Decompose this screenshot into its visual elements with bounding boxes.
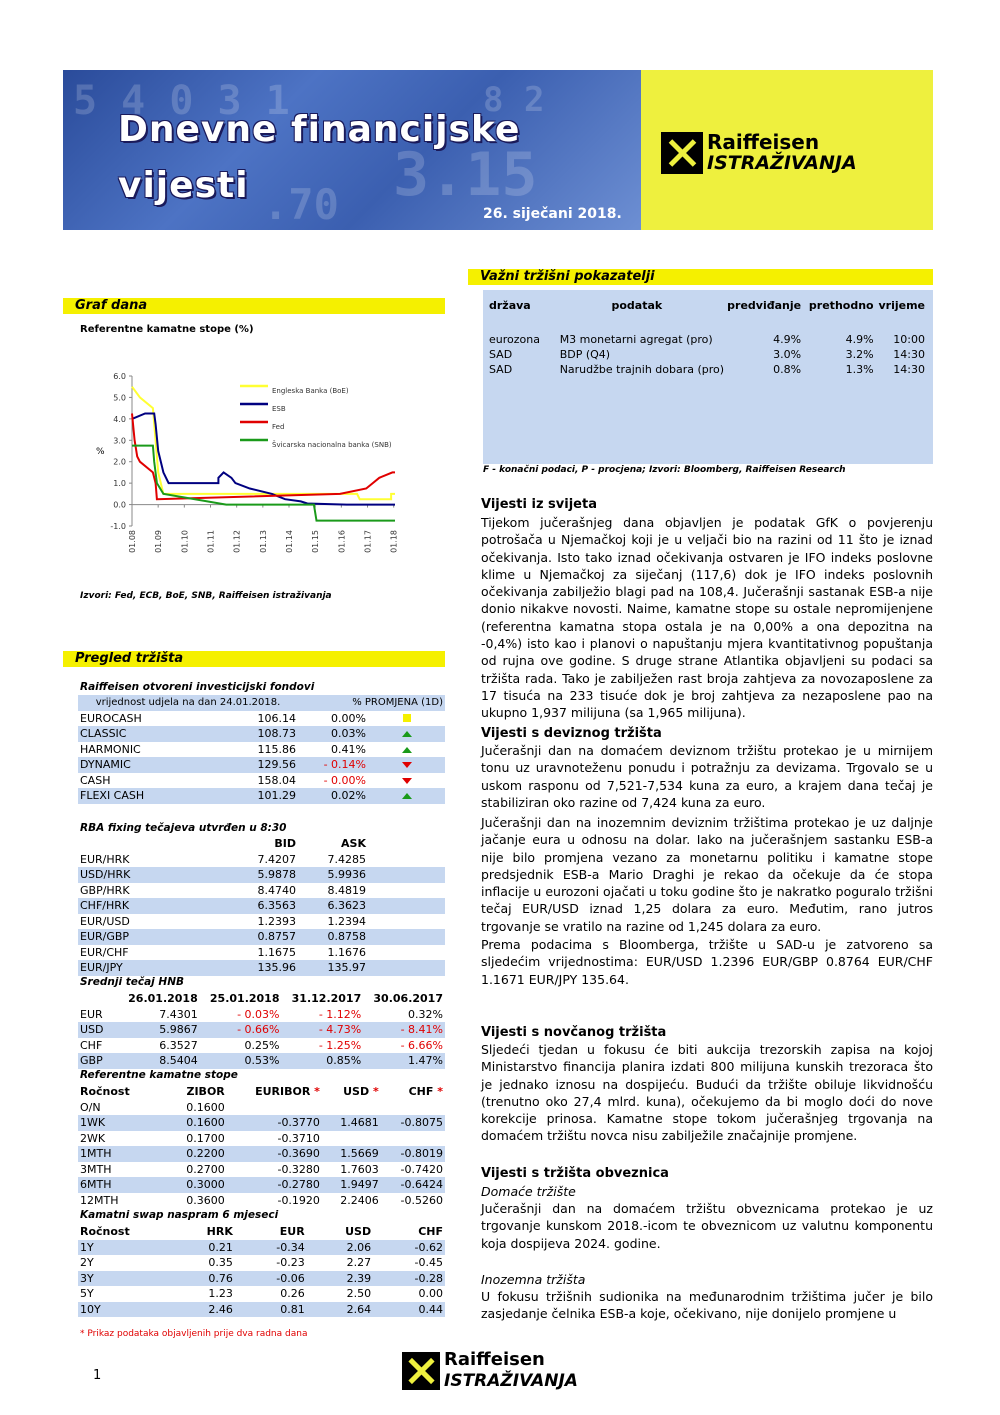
bond-news-heading: Vijesti s tržišta obveznica [481, 1166, 669, 1181]
rates-value: -0.6424 [381, 1177, 445, 1193]
fund-row [78, 726, 445, 742]
bid-value: 1.1675 [257, 945, 296, 959]
swap-column-header: Ročnost [80, 1225, 130, 1239]
swap-tenor: 5Y [80, 1287, 94, 1301]
fixing-row [78, 867, 445, 883]
fund-row [78, 788, 445, 804]
fund-value: 115.86 [257, 742, 296, 756]
swap-value: -0.62 [373, 1240, 445, 1256]
chart-y-tick-label: 4.0 [113, 414, 126, 424]
rates-value: 0.3000 [168, 1177, 227, 1193]
hnb-row [78, 1053, 445, 1069]
report-date: 26. siječani 2018. [483, 206, 622, 222]
hnb-date-header: 25.01.2018 [209, 992, 280, 1006]
rates-column-header [227, 1084, 322, 1100]
fund-change: 0.03% [298, 726, 368, 742]
indicators-column-header: podatak [611, 298, 663, 312]
rates-value: 0.1700 [186, 1131, 225, 1145]
swap-value: 2.46 [168, 1302, 235, 1318]
fx-news-heading: Vijesti s deviznog tržišta [481, 726, 662, 741]
rates-tenor: 1MTH [78, 1146, 168, 1162]
ask-value: 6.3623 [298, 898, 368, 914]
footer-logo [402, 1350, 578, 1392]
fixing-row [78, 852, 445, 868]
swap-value: 0.00 [418, 1287, 443, 1301]
bid-value: 1.2393 [257, 914, 296, 928]
indicator-row [489, 362, 925, 377]
funds-sub-left: vrijednost udjela na dan 24.01.2018. [78, 695, 298, 711]
fund-value: 101.29 [218, 788, 298, 804]
ask-value: 7.4285 [327, 852, 366, 866]
indicators-panel [483, 290, 933, 464]
banner-decoration: 3.15 [393, 140, 538, 210]
fund-change: - 0.14% [298, 757, 368, 773]
rates-row [78, 1193, 445, 1209]
swap-tenor: 3Y [78, 1271, 168, 1287]
indicator-cell: SAD [489, 348, 513, 361]
rates-row [78, 1131, 445, 1147]
fund-value: 158.04 [257, 773, 296, 787]
chart-y-tick-label: 2.0 [113, 457, 126, 467]
rates-column-header [322, 1084, 381, 1100]
bond-news-foreign-label: Inozemna tržišta [481, 1272, 586, 1287]
indicator-cell: Narudžbe trajnih dobara (pro) [559, 363, 725, 376]
hnb-value: 0.85% [282, 1053, 364, 1069]
chart-legend-label: Fed [272, 423, 285, 431]
hnb-currency: GBP [78, 1053, 118, 1069]
currency-pair: CHF/HRK [78, 898, 218, 914]
chart-y-tick-label: -1.0 [110, 522, 126, 531]
indicator-cell: 1.3% [845, 363, 874, 376]
hnb-row [78, 1038, 445, 1054]
swap-table [78, 1224, 445, 1317]
fund-name: DYNAMIC [78, 757, 218, 773]
raiffeisen-logo [661, 132, 857, 174]
chart-x-tick-label: 01.13 [258, 530, 268, 553]
rates-value [322, 1131, 381, 1147]
rates-star: * [372, 1085, 379, 1099]
chart-x-tick-label: 01.14 [285, 530, 295, 553]
hnb-date-header: 26.01.2018 [128, 992, 198, 1006]
fixing-row [78, 960, 445, 976]
fund-change: 0.00% [331, 711, 366, 725]
rates-title: Referentne kamatne stope [80, 1069, 238, 1081]
fixing-row [78, 898, 445, 914]
world-news-text: Tijekom jučerašnjeg dana objavljen je podatak GfK o povjerenju potrošača u Njemačkoj koji je u veljači bio na razini od 11 što je iznad očekivanja. Isto tako iznad očekivanja ostvaren je IFO indeks poslovne klime u Njemačkoj za siječanj (117,6) dok je IFO indeks poslovnih očekivanja zabilježio blagi pad na 108,4. Jučerašnji sastanak ESB-a nije donio nikakve novosti. Naime, kamatne stope su ostale nepromijenjene (referentna kamatna stopa ostala je na 0,00% a ona depozitna na -0,4%) isto kao i planovi o napuštanju mjera kvantitativnog popuštanja od rujna ove godine. S druge strane Atlantika objavljeni su podaci sa tržišta rada. Tako je zabilježen rast broja zahtjeva za novozaposlene za 17 tisuća na 233 tisuće dok je broj zahtjeva za nezaposlene pao na ukupno 1,937 milijuna (sa 1,965 milijuna). [481, 515, 933, 721]
rates-value: 2.2406 [340, 1193, 379, 1207]
rates-column-header [78, 1084, 168, 1100]
rates-value: 0.2200 [168, 1146, 227, 1162]
rates-tenor: 1WK [78, 1115, 168, 1131]
swap-value: 2.39 [307, 1271, 373, 1287]
indicator-cell: 4.9% [845, 333, 874, 346]
section-graf-dana: Graf dana [63, 298, 445, 314]
hnb-value: 0.53% [200, 1053, 282, 1069]
swap-value: 0.21 [168, 1240, 235, 1256]
page-title: Dnevne financijske vijesti [118, 109, 521, 206]
trend-down-icon [402, 762, 412, 768]
rates-value: -0.8019 [381, 1146, 445, 1162]
raiffeisen-gable-icon [661, 132, 703, 174]
indicators-column-header: predviđanje [727, 298, 802, 312]
chart-x-tick-label: 01.09 [154, 530, 164, 553]
rates-tenor: 3MTH [80, 1162, 112, 1176]
indicator-row [489, 332, 925, 347]
hnb-value: - 4.73% [282, 1022, 364, 1038]
rates-value: -0.3770 [227, 1115, 322, 1131]
chart-x-tick-label: 01.17 [363, 530, 373, 553]
currency-pair: EUR/CHF [80, 945, 129, 959]
bond-news-foreign-text: U fokusu tržišnih sudionika na međunarodnim tržištima jučer je bilo zasjedanje čelnika ESB-a koje, očekivano, nije donijelo promjene u [481, 1289, 933, 1322]
hnb-currency: CHF [80, 1038, 103, 1052]
indicator-cell: BDP (Q4) [559, 348, 611, 361]
hnb-value: 6.3527 [159, 1038, 198, 1052]
fixing-row [78, 914, 445, 930]
funds-title: Raiffeisen otvoreni investicijski fondovi [80, 681, 315, 693]
fund-row [78, 742, 445, 758]
swap-row [78, 1255, 445, 1271]
fund-row [78, 757, 445, 773]
currency-pair: GBP/HRK [80, 883, 130, 897]
swap-value: 0.26 [280, 1287, 305, 1301]
rates-value: -0.5260 [400, 1193, 443, 1207]
swap-value: 2.27 [346, 1256, 372, 1270]
swap-value: 1.23 [208, 1287, 233, 1301]
swap-value: -0.06 [235, 1271, 307, 1287]
rates-column-header [168, 1084, 227, 1100]
rates-value [322, 1100, 381, 1116]
rates-table [78, 1084, 445, 1208]
currency-pair: EUR/JPY [78, 960, 218, 976]
hnb-value: 7.4301 [159, 1007, 198, 1021]
rates-tenor: 6MTH [78, 1177, 168, 1193]
hnb-date-header: 31.12.2017 [291, 992, 362, 1006]
rates-tenor: O/N [80, 1100, 101, 1114]
fund-change: - 0.00% [323, 773, 366, 787]
swap-tenor: 1Y [78, 1240, 168, 1256]
fund-value: 108.73 [218, 726, 298, 742]
trend-flat-icon [403, 714, 411, 722]
indicator-cell: 14:30 [893, 363, 925, 376]
indicators-note: F - konačni podaci, P - procjena; Izvori: Bloomberg, Raiffeisen Research [483, 465, 846, 475]
swap-header [78, 1224, 445, 1240]
raiffeisen-gable-icon [402, 1352, 440, 1390]
world-news-heading: Vijesti iz svijeta [481, 497, 597, 512]
chart-legend-label: Švicarska nacionalna banka (SNB) [272, 441, 392, 449]
banner-logo-area [641, 70, 933, 230]
funds-sub-right: % PROMJENA (1D) [298, 695, 445, 711]
indicator-cell: 4.9% [773, 333, 802, 346]
rates-star: * [437, 1085, 443, 1099]
banner-decoration: 5 4 0 3 1 [73, 78, 290, 124]
swap-value: 2.06 [307, 1240, 373, 1256]
rates-tenor: 2WK [80, 1131, 106, 1145]
rates-value: -0.3690 [227, 1146, 322, 1162]
hnb-value: - 8.41% [363, 1022, 445, 1038]
rates-column-label: EURIBOR [255, 1085, 311, 1099]
hnb-value: - 1.12% [318, 1007, 362, 1021]
hnb-value: 0.25% [244, 1038, 280, 1052]
rates-value [227, 1100, 322, 1116]
header-banner [63, 70, 933, 230]
fund-trend [368, 773, 445, 789]
fx-news-paragraph-2: Jučerašnji dan na inozemnim deviznim tržištima protekao je uz daljnje jačanje eura u odnosu na dolar. Iako na jučerašnjem sastanku ESB-a nije bilo promjena vezano za monetarnu politiku i kamatne stope predsjednik ESB-a Mario Draghi je rekao da očekuje da će stopa inflacije u eurozoni ojačati u toku godine što je nakratko poguralo tržišni tečaj EUR/USD iznad 1,25 dolara za euro. Međutim, rano jutros trgovanje se vratilo na razine od 1,245 dolara za euro. [481, 815, 933, 934]
swap-value: -0.28 [373, 1271, 445, 1287]
hnb-title: Srednji tečaj HNB [80, 976, 184, 988]
rates-value: -0.1920 [277, 1193, 320, 1207]
currency-pair: EUR/GBP [78, 929, 218, 945]
fund-row [78, 711, 445, 727]
footer-logo-division: ISTRAŽIVANJA [444, 1371, 578, 1391]
rates-value [381, 1131, 445, 1147]
fund-trend [368, 742, 445, 758]
rates-tenor: 12MTH [80, 1193, 119, 1207]
chart-y-tick-label: 1.0 [113, 479, 126, 489]
trend-up-icon [402, 731, 412, 737]
rates-column-header [381, 1084, 445, 1100]
rates-row [78, 1177, 445, 1193]
swap-row [78, 1286, 445, 1302]
bid-value: 5.9878 [218, 867, 298, 883]
hnb-date-header: 30.06.2017 [373, 992, 443, 1006]
bid-value: 7.4207 [257, 852, 296, 866]
fixing-header [78, 836, 445, 852]
indicator-cell: 14:30 [893, 348, 925, 361]
bid-value: 6.3563 [218, 898, 298, 914]
money-news-heading: Vijesti s novčanog tržišta [481, 1025, 667, 1040]
fund-change: 0.02% [298, 788, 368, 804]
hnb-header [78, 991, 445, 1007]
hnb-row [78, 1007, 445, 1023]
trend-up-icon [402, 793, 412, 799]
rates-column-label: ZIBOR [186, 1085, 225, 1099]
bond-news-domestic-label: Domaće tržište [481, 1184, 576, 1199]
page-number: 1 [93, 1368, 102, 1383]
rates-row [78, 1100, 445, 1116]
hnb-value: 0.32% [408, 1007, 443, 1021]
rates-value: -0.2780 [227, 1177, 322, 1193]
rates-star: * [314, 1085, 320, 1099]
swap-column-header: USD [345, 1225, 372, 1239]
rates-value: -0.7420 [400, 1162, 443, 1176]
fx-news-paragraph-1: Jučerašnji dan na domaćem deviznom tržištu protekao je u mirnijem tonu uz uravnoteženu ponudu i potražnju za devizama. Trgovalo se u uskom rasponu od 7,521-7,534 kuna za euro, a krajem dana tečaj je stabiliziran oko razine od 7,424 kuna za euro. [481, 743, 933, 810]
rates-value: -0.3280 [277, 1162, 320, 1176]
fund-name: HARMONIC [80, 742, 141, 756]
indicators-column-header: vrijeme [878, 298, 925, 312]
chart-series-line [132, 414, 395, 500]
indicator-cell: eurozona [489, 333, 540, 346]
fixing-ask-header: ASK [341, 837, 366, 851]
swap-value: -0.34 [235, 1240, 307, 1256]
rates-column-label: USD [343, 1085, 370, 1099]
bid-value: 0.8757 [218, 929, 298, 945]
swap-column-header: CHF [418, 1225, 443, 1239]
trend-up-icon [402, 747, 412, 753]
rates-column-label: Ročnost [80, 1085, 130, 1099]
indicators-column-header: prethodno [808, 298, 874, 312]
chart-title: Referentne kamatne stope (%) [80, 324, 254, 335]
swap-title: Kamatni swap naspram 6 mjeseci [80, 1209, 279, 1221]
indicator-cell: M3 monetarni agregat (pro) [559, 333, 713, 346]
chart-legend-label: Engleska Banka (BoE) [272, 387, 349, 395]
currency-pair: EUR/HRK [80, 852, 130, 866]
fund-change: 0.41% [331, 742, 366, 756]
chart-y-label: % [96, 447, 105, 457]
banner-image [63, 70, 641, 230]
fund-trend [368, 726, 445, 742]
fixing-table [78, 836, 445, 976]
bond-news-domestic-text: Jučerašnji dan na domaćem tržištu obveznicama protekao je uz trgovanje kunskom 2018.-icom te obveznicom uz valutnu komponentu koja dospijeva 2024. godine. [481, 1201, 933, 1251]
fund-value: 129.56 [218, 757, 298, 773]
hnb-value: - 0.03% [237, 1007, 280, 1021]
indicator-cell: 3.0% [773, 348, 802, 361]
chart-x-tick-label: 01.15 [311, 530, 321, 553]
trend-down-icon [402, 778, 412, 784]
fx-news-paragraph-3: Prema podacima s Bloomberga, tržište u SAD-u je zatvoreno sa sljedećim vrijednostima: EUR/USD 1.2396 EUR/GBP 0.8764 EUR/CHF 1.1671 EUR/JPY 135.64. [481, 937, 933, 987]
chart-x-tick-label: 01.12 [232, 530, 242, 553]
indicator-cell: 3.2% [845, 348, 874, 361]
rates-value: 1.5669 [322, 1146, 381, 1162]
funds-subheader [78, 695, 445, 711]
indicators-column-header: država [489, 298, 531, 312]
section-pregled-trzista: Pregled tržišta [63, 651, 445, 667]
chart-y-tick-label: 5.0 [113, 393, 126, 403]
ask-value: 1.1676 [327, 945, 366, 959]
interest-rates-chart [90, 366, 420, 566]
fund-value: 106.14 [257, 711, 296, 725]
swap-row [78, 1271, 445, 1287]
rates-row [78, 1146, 445, 1162]
fixing-row [78, 929, 445, 945]
indicator-cell: SAD [489, 363, 513, 376]
hnb-value: 8.5404 [118, 1053, 200, 1069]
chart-y-tick-label: 0.0 [113, 500, 126, 510]
swap-value: -0.23 [276, 1256, 305, 1270]
banner-decoration: 8 2 [483, 80, 545, 120]
fund-name: CASH [80, 773, 111, 787]
fund-trend [368, 711, 445, 727]
rates-value: 0.1600 [168, 1115, 227, 1131]
rates-row [78, 1162, 445, 1178]
currency-pair: USD/HRK [78, 867, 218, 883]
swap-column-header: HRK [206, 1225, 233, 1239]
swap-value: 0.81 [235, 1302, 307, 1318]
funds-table [78, 695, 445, 804]
logo-text-brand: Raiffeisen [707, 130, 820, 154]
indicator-cell: 10:00 [893, 333, 925, 346]
footnote: * Prikaz podataka objavljenih prije dva radna dana [80, 1329, 308, 1339]
fixing-bid-header: BID [274, 837, 296, 851]
rates-value: -0.8075 [381, 1115, 445, 1131]
ask-value: 8.4819 [327, 883, 366, 897]
chart-x-tick-label: 01.08 [128, 530, 137, 553]
fund-trend [368, 757, 445, 773]
fund-trend [368, 788, 445, 804]
hnb-value: - 0.66% [200, 1022, 282, 1038]
chart-y-tick-label: 6.0 [113, 372, 126, 381]
rates-value: 0.3600 [186, 1193, 225, 1207]
chart-source: Izvori: Fed, ECB, BoE, SNB, Raiffeisen istraživanja [80, 591, 332, 601]
bid-value: 135.96 [218, 960, 298, 976]
indicator-cell: 0.8% [773, 363, 802, 376]
currency-pair: EUR/USD [80, 914, 130, 928]
banner-decoration: .70 [263, 180, 339, 229]
rates-row [78, 1115, 445, 1131]
fund-name: EUROCASH [80, 711, 142, 725]
fixing-title: RBA fixing tečajeva utvrđen u 8:30 [80, 822, 287, 834]
indicators-table [489, 293, 925, 377]
swap-column-header: EUR [279, 1225, 305, 1239]
fund-name: CLASSIC [78, 726, 218, 742]
rates-column-label: CHF [408, 1085, 434, 1099]
ask-value: 5.9936 [298, 867, 368, 883]
fixing-row [78, 945, 445, 961]
chart-x-tick-label: 01.16 [337, 530, 347, 553]
indicator-row [489, 347, 925, 362]
chart-x-tick-label: 01.10 [180, 530, 190, 553]
swap-value: 2.64 [307, 1302, 373, 1318]
chart-legend-label: ESB [272, 405, 286, 413]
rates-value: 0.1600 [186, 1100, 225, 1114]
chart-x-tick-label: 01.18 [389, 530, 399, 553]
rates-value: 0.2700 [186, 1162, 225, 1176]
hnb-value: 1.47% [363, 1053, 445, 1069]
swap-value: 0.44 [373, 1302, 445, 1318]
swap-row [78, 1240, 445, 1256]
ask-value: 0.8758 [298, 929, 368, 945]
ask-value: 135.97 [298, 960, 368, 976]
swap-value: 0.35 [208, 1256, 233, 1270]
ask-value: 1.2394 [327, 914, 366, 928]
section-indicators: Važni tržišni pokazatelji [468, 269, 933, 285]
rates-header [78, 1084, 445, 1100]
hnb-value: - 1.25% [318, 1038, 362, 1052]
chart-y-tick-label: 3.0 [113, 436, 126, 446]
swap-value: 0.76 [168, 1271, 235, 1287]
fixing-row [78, 883, 445, 899]
hnb-currency: EUR [80, 1007, 103, 1021]
swap-value: -0.45 [414, 1256, 443, 1270]
hnb-table [78, 991, 445, 1069]
fund-name: FLEXI CASH [78, 788, 218, 804]
hnb-currency: USD [78, 1022, 118, 1038]
footer-logo-brand: Raiffeisen [444, 1349, 545, 1370]
hnb-value: 5.9867 [118, 1022, 200, 1038]
fund-row [78, 773, 445, 789]
swap-tenor: 10Y [78, 1302, 168, 1318]
logo-text-division: ISTRAŽIVANJA [707, 152, 857, 174]
bid-value: 8.4740 [257, 883, 296, 897]
chart-x-tick-label: 01.11 [206, 530, 216, 553]
rates-value: 1.4681 [322, 1115, 381, 1131]
rates-value: -0.3710 [277, 1131, 320, 1145]
hnb-value: - 6.66% [400, 1038, 443, 1052]
money-news-text: Sljedeći tjedan u fokusu će biti aukcija trezorskih zapisa na kojoj Ministarstvo financija planira izdati 800 milijuna kunskih trezoraca što je jednako iznosu na dospijeću. Budući da tržište obiluje likvidnošću (trenutno oko 27,4 mlrd. kuna), očekujemo da bi moglo doći do nove korekcije prinosa. Kamatne stope tokom jučerašnjeg trgovanja na domaćem tržištu novca nisu zabilježile značajnije promjene. [481, 1042, 933, 1144]
swap-row [78, 1302, 445, 1318]
indicators-header [489, 293, 925, 317]
hnb-row [78, 1022, 445, 1038]
swap-value: 2.50 [346, 1287, 372, 1301]
swap-tenor: 2Y [80, 1256, 94, 1270]
rates-value: 1.9497 [322, 1177, 381, 1193]
rates-value [381, 1100, 445, 1116]
rates-value: 1.7603 [340, 1162, 379, 1176]
